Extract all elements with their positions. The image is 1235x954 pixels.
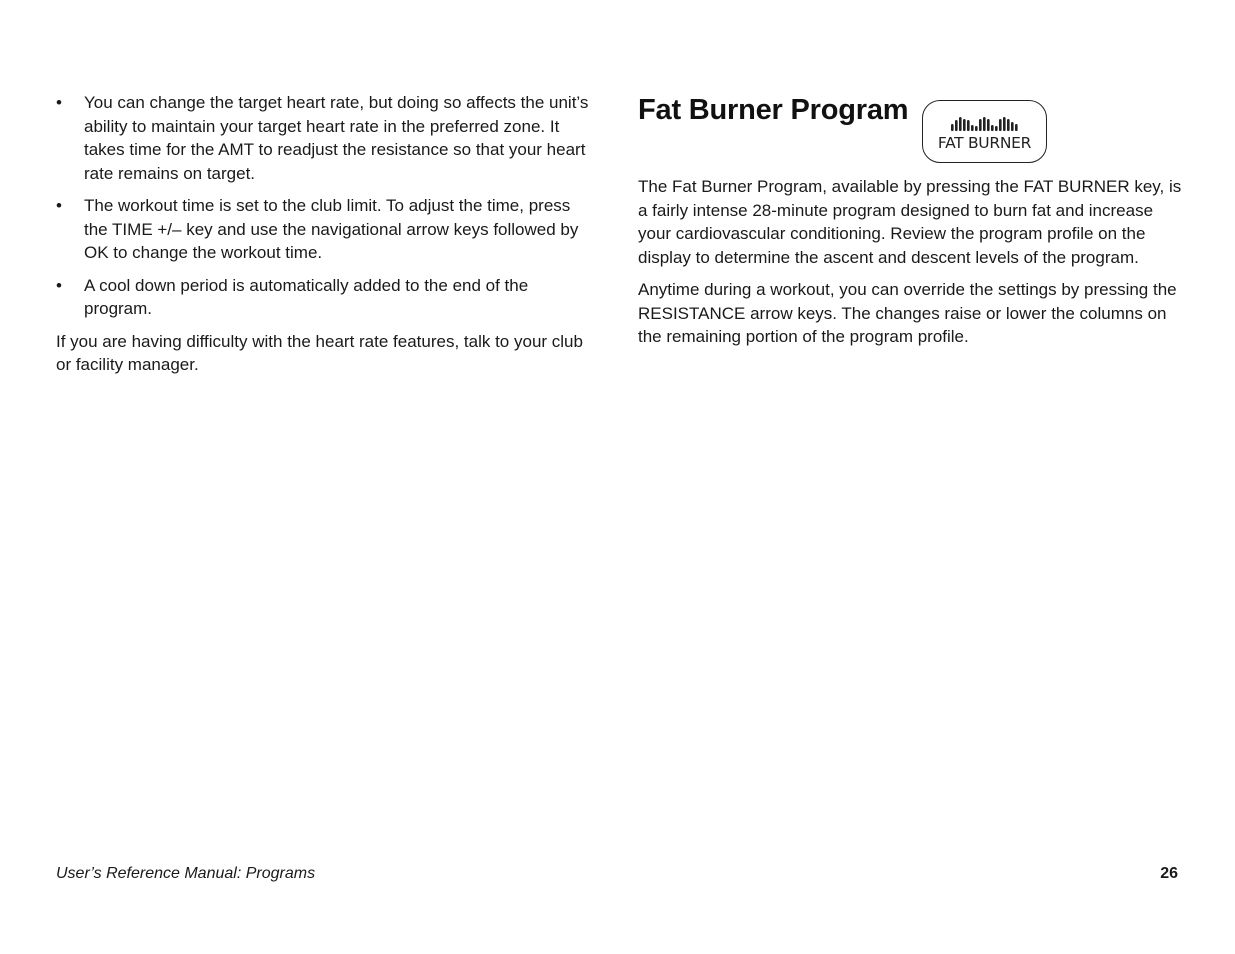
fat-burner-key-badge (922, 100, 1047, 163)
page-number: 26 (1160, 865, 1178, 882)
bullet-list (56, 91, 596, 321)
bullet-item (56, 91, 596, 185)
closing-paragraph: If you are having difficulty with the heart rate features, talk to your club or facility manager. (56, 331, 583, 374)
bar-profile-icon (951, 117, 1019, 131)
footer-manual-title: User’s Reference Manual: Programs (56, 865, 316, 882)
left-column (56, 91, 596, 386)
body-paragraph: The Fat Burner Program, available by pressing the FAT BURNER key, is a fairly intense 28-minute program designed to burn fat and increase your cardiovascular conditioning. Review the program profile on the display to determine the ascent and descent levels of the program. (638, 177, 1182, 267)
body-paragraph: Anytime during a workout, you can override the settings by pressing the RESISTANCE arrow keys. The changes raise or lower the columns on the remaining portion of the program profile. (638, 280, 1177, 346)
section-title: Fat Burner Program (638, 94, 909, 126)
key-label: FAT BURNER (937, 134, 1032, 152)
bullet-item (56, 274, 596, 321)
bullet-text: A cool down period is automatically added to the end of the program. (84, 275, 529, 318)
bullet-item (56, 194, 596, 265)
right-column (638, 91, 1183, 358)
section-heading-row (638, 91, 1183, 175)
bullet-glyph: • (56, 93, 62, 112)
bullet-glyph: • (56, 196, 62, 215)
bullet-text: The workout time is set to the club limit. To adjust the time, press the TIME +/– key and use the navigational arrow keys followed by OK to change the workout time. (84, 196, 579, 262)
bullet-text: You can change the target heart rate, but doing so affects the unit’s ability to maintain your target heart rate in the preferred zone. It takes time for the AMT to readjust the resistance so that your heart rate remains on target. (84, 93, 589, 183)
bullet-glyph: • (56, 275, 62, 295)
